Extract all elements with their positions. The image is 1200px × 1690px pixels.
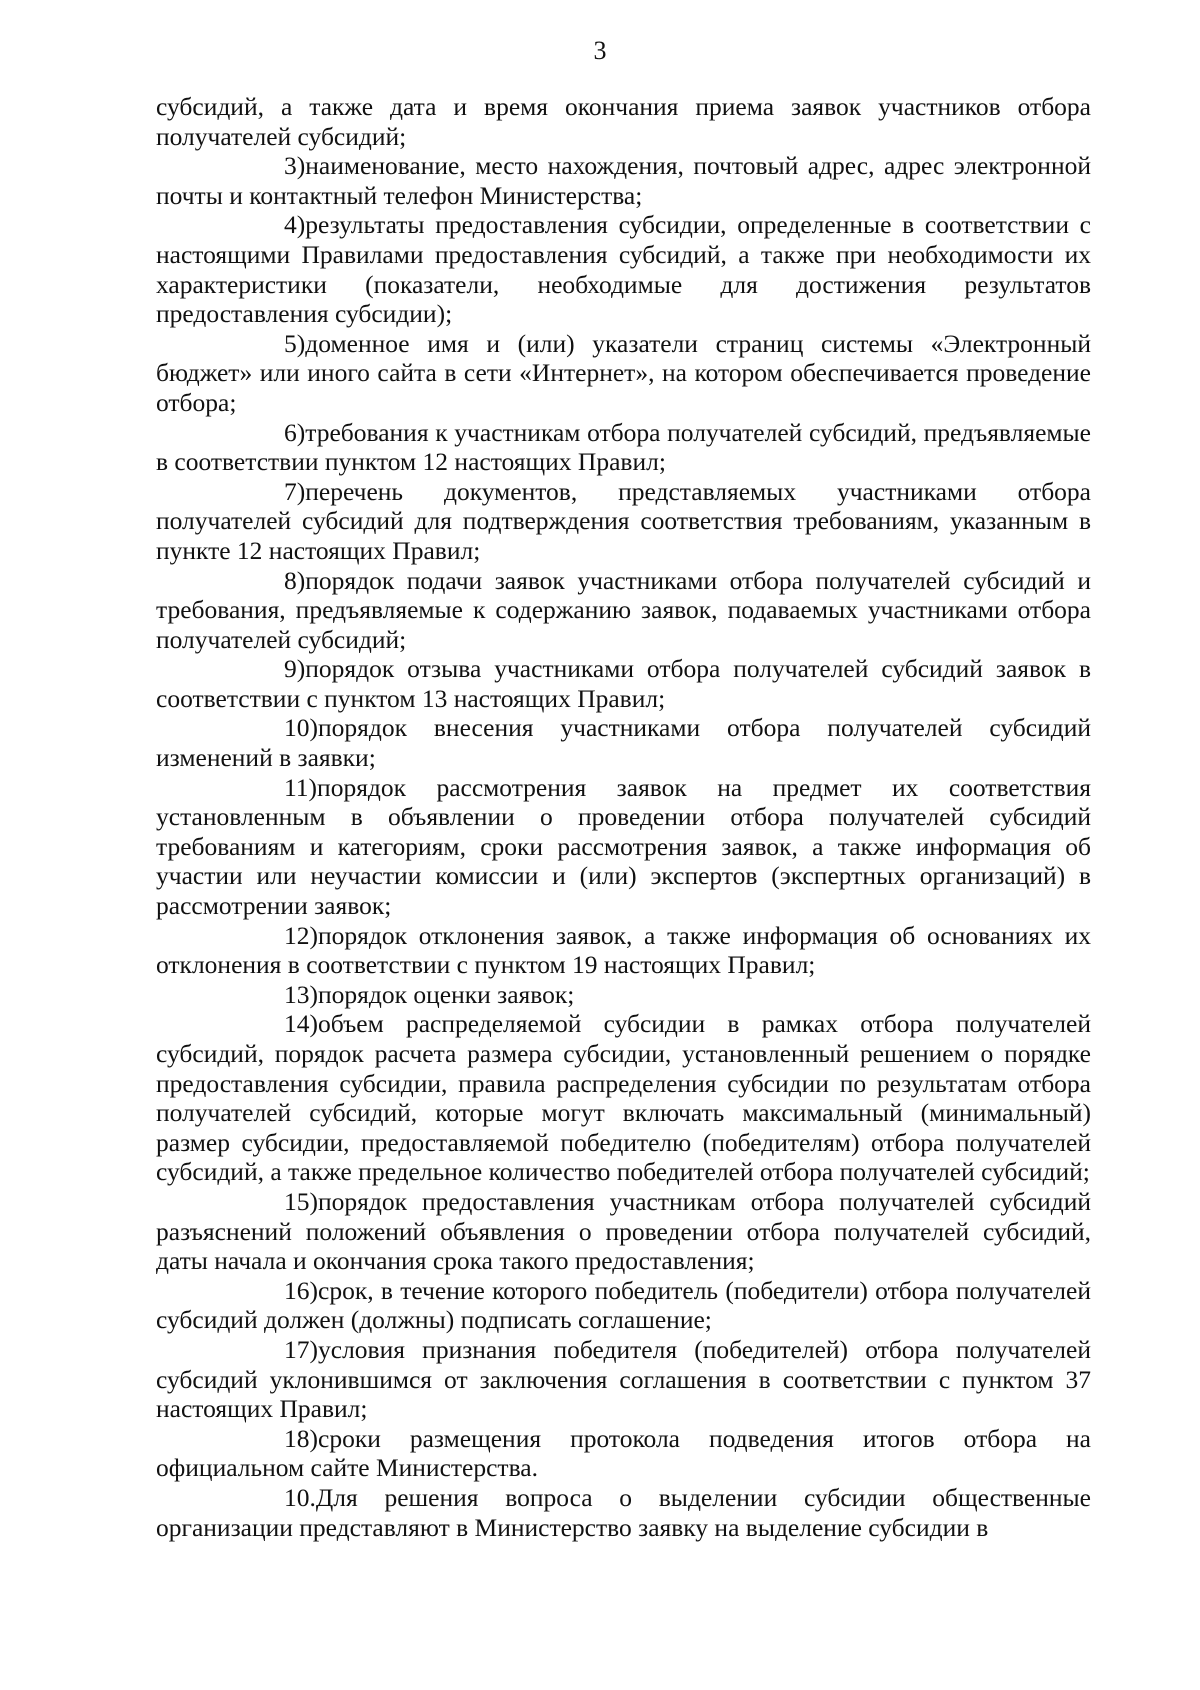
item-number: 15) xyxy=(284,1186,318,1216)
list-item-13 xyxy=(156,980,1091,1010)
item-text: Для решения вопроса о выделении субсидии общественные организации представляют в Министерство заявку на выделение субсидии в xyxy=(156,1482,1091,1542)
item-text: порядок предоставления участникам отбора получателей субсидий разъяснений положений объявления о проведении отбора получателей субсидий, даты начала и окончания срока такого предоставления; xyxy=(156,1186,1091,1276)
item-text: доменное имя и (или) указатели страниц системы «Электронный бюджет» или иного сайта в сети «Интернет», на котором обеспечивается проведение отбора; xyxy=(156,328,1091,417)
paragraph-text: субсидий, а также дата и время окончания приема заявок участников отбора получателей субсидий; xyxy=(156,92,1091,151)
list-item-10 xyxy=(156,713,1091,772)
item-number: 4) xyxy=(284,210,306,240)
list-item-17 xyxy=(156,1335,1091,1424)
item-text: порядок подачи заявок участниками отбора получателей субсидий и требования, предъявляемые к содержанию заявок, подаваемых участниками отбора получателей субсидий; xyxy=(156,565,1091,654)
list-item-6 xyxy=(156,418,1091,477)
list-item-7 xyxy=(156,477,1091,566)
item-text: требования к участникам отбора получателей субсидий, предъявляемые в соответствии пунктом 12 настоящих Правил; xyxy=(156,417,1091,477)
list-item-16 xyxy=(156,1276,1091,1335)
item-number: 10. xyxy=(284,1482,316,1512)
item-text: наименование, место нахождения, почтовый адрес, адрес электронной почты и контактный телефон Министерства; xyxy=(156,151,1091,210)
item-number: 14) xyxy=(284,1009,318,1039)
list-item-14 xyxy=(156,1009,1091,1187)
item-number: 8) xyxy=(284,565,306,595)
item-number: 16) xyxy=(284,1275,318,1305)
item-text: порядок оценки заявок; xyxy=(318,979,575,1009)
item-number: 9) xyxy=(284,654,306,684)
list-item-15 xyxy=(156,1187,1091,1276)
item-text: порядок отзыва участниками отбора получателей субсидий заявок в соответствии с пунктом 13 настоящих Правил; xyxy=(156,654,1091,713)
section-item-10 xyxy=(156,1483,1091,1542)
list-item-12 xyxy=(156,921,1091,980)
item-number: 7) xyxy=(284,476,306,506)
item-text: порядок отклонения заявок, а также информация об основаниях их отклонения в соответствии с пунктом 19 настоящих Правил; xyxy=(156,920,1091,980)
item-number: 12) xyxy=(284,920,318,950)
item-text: порядок рассмотрения заявок на предмет их соответствия установленным в объявлении о проведении отбора получателей субсидий требованиям и категориям, сроки рассмотрения заявок, а также информация об участии или неучастии комиссии и (или) экспертов (экспертных организаций) в рассмотрении заявок; xyxy=(156,772,1091,921)
list-item-18 xyxy=(156,1424,1091,1483)
item-text: объем распределяемой субсидии в рамках отбора получателей субсидий, порядок расчета размера субсидии, установленный решением о порядке предоставления субсидии, правила распределения субсидии по результатам отбора получателей субсидий, которые могут включать максимальный (минимальный) размер субсидии, предоставляемой победителю (победителям) отбора получателей субсидий, а также предельное количество победителей отбора получателей субсидий; xyxy=(156,1009,1091,1187)
item-number: 11) xyxy=(284,772,318,802)
item-text: срок, в течение которого победитель (победители) отбора получателей субсидий должен (должны) подписать соглашение; xyxy=(156,1275,1091,1335)
paragraph-continuation xyxy=(156,92,1091,151)
item-number: 10) xyxy=(284,713,318,743)
list-item-4 xyxy=(156,210,1091,328)
list-item-8 xyxy=(156,566,1091,655)
list-item-5 xyxy=(156,329,1091,418)
item-number: 18) xyxy=(284,1423,318,1453)
item-text: сроки размещения протокола подведения итогов отбора на официальном сайте Министерства. xyxy=(156,1423,1091,1483)
item-number: 6) xyxy=(284,417,306,447)
item-text: перечень документов, представляемых участниками отбора получателей субсидий для подтверждения соответствия требованиям, указанным в пункте 12 настоящих Правил; xyxy=(156,476,1091,565)
document-body xyxy=(156,92,1091,1542)
list-item-11 xyxy=(156,773,1091,921)
page-number: 3 xyxy=(593,36,607,65)
list-item-9 xyxy=(156,654,1091,713)
list-item-3 xyxy=(156,151,1091,210)
item-number: 5) xyxy=(284,328,306,358)
item-text: результаты предоставления субсидии, определенные в соответствии с настоящими Правилами предоставления субсидий, а также при необходимости их характеристики (показатели, необходимые для достижения результатов предоставления субсидии); xyxy=(156,210,1091,329)
item-number: 17) xyxy=(284,1334,318,1364)
item-number: 13) xyxy=(284,979,318,1009)
item-number: 3) xyxy=(284,151,306,181)
item-text: условия признания победителя (победителей) отбора получателей субсидий уклонившимся от заключения соглашения в соответствии с пунктом 37 настоящих Правил; xyxy=(156,1334,1091,1424)
item-text: порядок внесения участниками отбора получателей субсидий изменений в заявки; xyxy=(156,713,1091,773)
